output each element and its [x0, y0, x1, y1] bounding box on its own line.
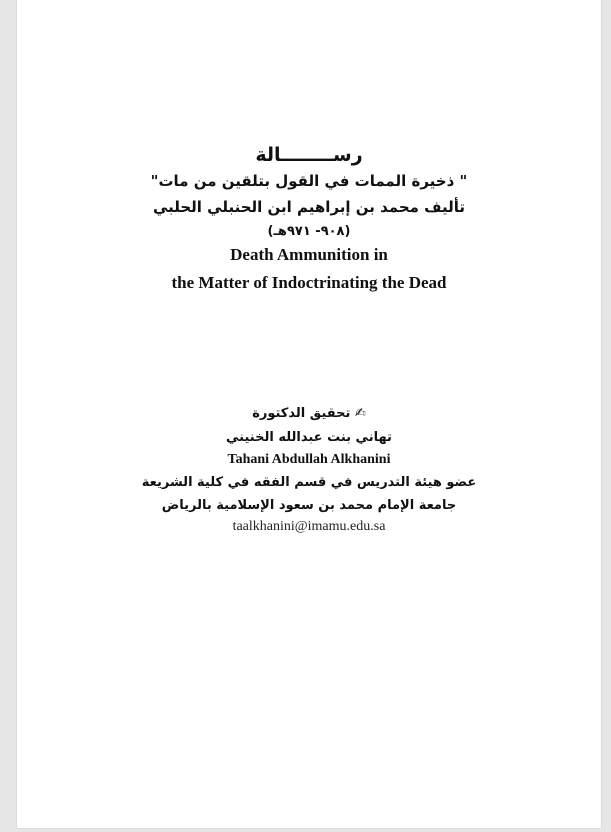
- author-arabic: تأليف محمد بن إبراهيم ابن الحنبلي الحلبي: [152, 198, 466, 216]
- editor-role: عضو هيئة التدريس في قسم الفقه في كلية الشريعة: [141, 475, 477, 490]
- author-years: (٩٠٨- ٩٧١هـ): [267, 224, 351, 239]
- editor-name-arabic: تهاني بنت عبدالله الخنيني: [226, 430, 392, 445]
- title-arabic: رســــــــالة: [255, 144, 363, 166]
- editor-email: taalkhanini@imamu.edu.sa: [232, 519, 386, 534]
- editor-name-english: Tahani Abdullah Alkhanini: [227, 452, 391, 467]
- title-english-line1: Death Ammunition in: [230, 245, 388, 264]
- editor-university: جامعة الإمام محمد بن سعود الإسلامية بالرياض: [161, 498, 457, 513]
- subtitle-arabic: " ذخيرة الممات في القول بتلقين من مات": [150, 172, 468, 190]
- editor-heading: ✍ تحقيق الدكتورة: [252, 406, 366, 421]
- document-page: [17, 0, 601, 828]
- title-english-line2: the Matter of Indoctrinating the Dead: [171, 273, 447, 292]
